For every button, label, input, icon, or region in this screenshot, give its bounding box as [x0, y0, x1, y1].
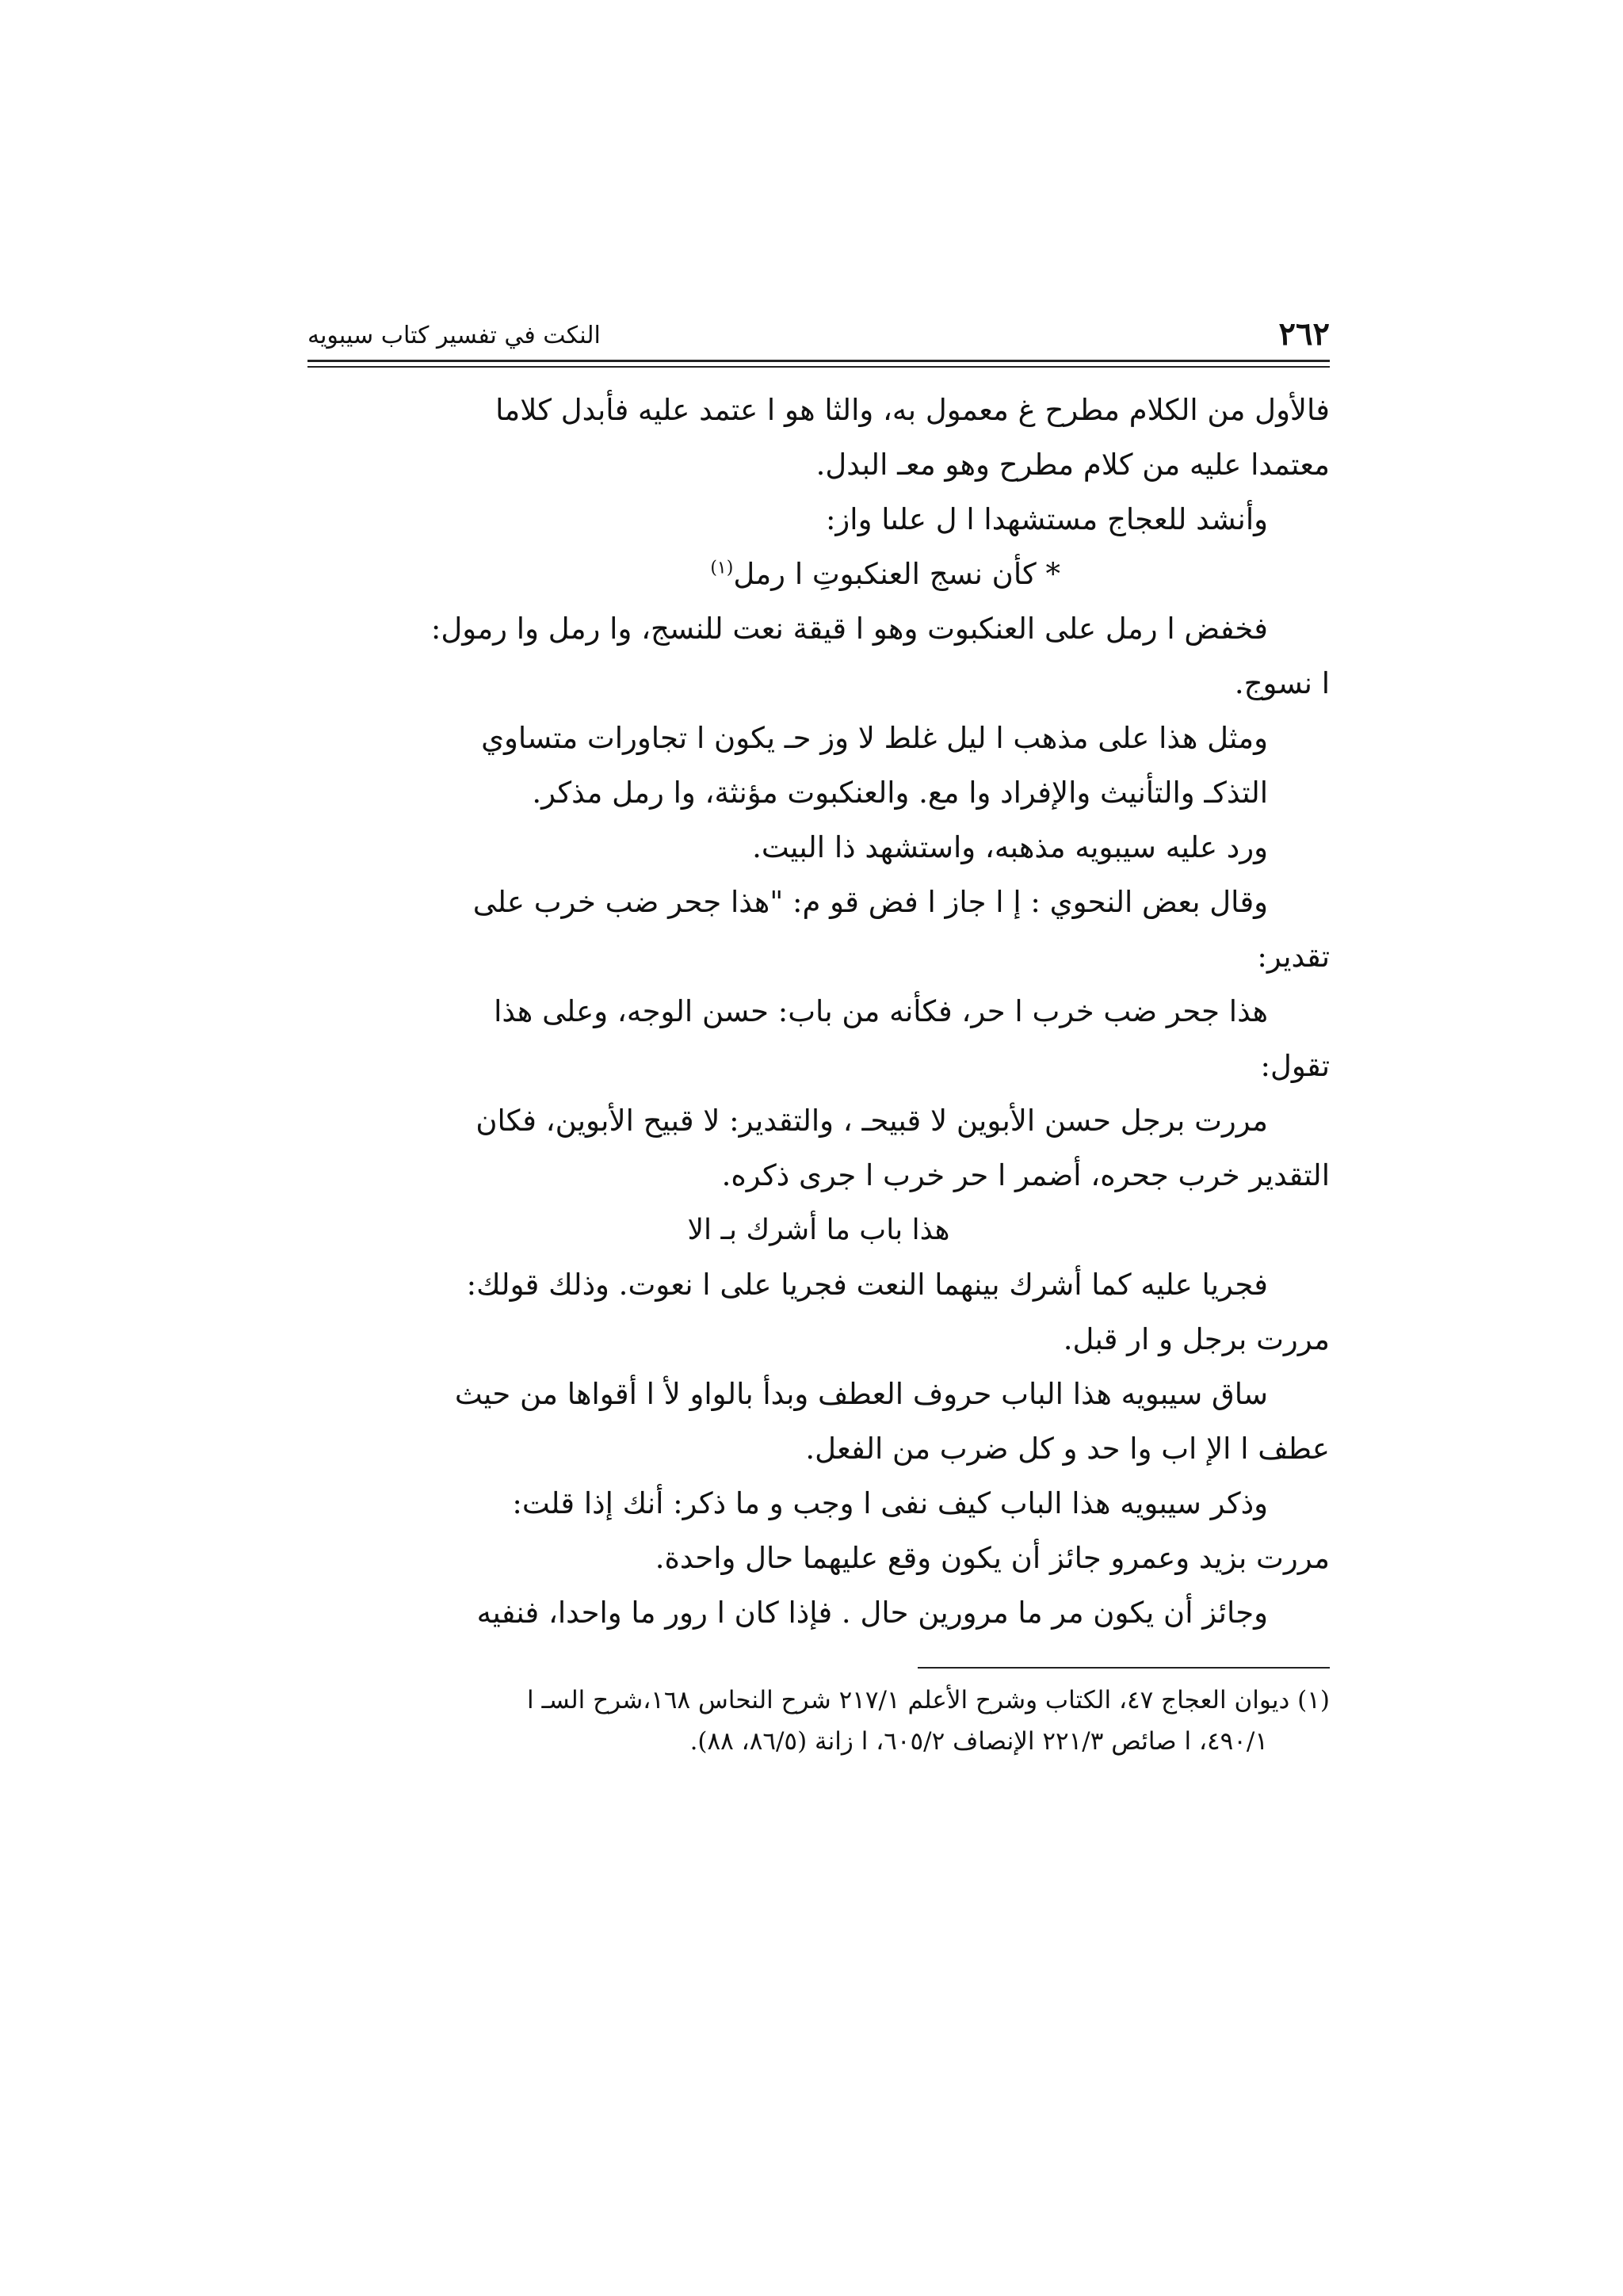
text-line: مررت بزيد وعمرو جائز أن يكون وقع عليهما حال واحدة. [655, 1541, 1330, 1575]
text-line: ساق سيبويه هذا الباب حروف العطف وبدأ بالواو لأ ا أقواها من حيث [454, 1377, 1268, 1411]
text-line: التذكـ والتأنيث والإفراد وا مع. والعنكبوت مؤنثة، وا رمل مذكر. [532, 776, 1268, 810]
text-line: عطف ا الإ اب وا حد و كل ضرب من الفعل. [805, 1432, 1330, 1466]
text-line: وجائز أن يكون مر ما مرورين حال . فإذا كان ا رور ما واحدا، فنفيه [476, 1596, 1268, 1630]
footnote-line: ٤٩٠/١، ا صائص ٢٢١/٣ الإنصاف ٦٠٥/٢، ا زانة (٨٦/٥، ٨٨). [689, 1727, 1268, 1756]
body-text [307, 383, 1330, 1640]
text-line: ا نسوج. [1234, 666, 1330, 700]
running-header [307, 309, 1330, 362]
text-line: وأنشد للعجاج مستشهدا ا ل علىا واز: [825, 502, 1268, 536]
text-line: معتمدا عليه من كلام مطرح وهو معـ البدل. [815, 448, 1330, 482]
footnote-marker: (١) [710, 558, 734, 578]
text-line: وذكر سيبويه هذا الباب كيف نفى ا وجب و ما ذكر: أنك إذا قلت: [512, 1486, 1268, 1520]
verse-line [307, 547, 1330, 601]
footnotes [307, 1680, 1330, 1762]
text-line: التقدير خرب جحره، أضمر ا حر خرب ا جرى ذكره. [721, 1158, 1330, 1192]
text-line: وقال بعض النحوي : إ ا جاز ا فض قو م: "هذا جحر ضب خرب على [472, 885, 1268, 919]
page-number: ٢٦٢ [1278, 315, 1330, 353]
book-title: النكت في تفسير كتاب سيبويه [307, 322, 601, 349]
text-line: ومثل هذا على مذهب ا ليل غلط لا وز حـ يكون ا تجاورات متساوي [481, 721, 1268, 755]
text-line: تقدير: [1257, 940, 1330, 974]
verse-text: * كأن نسج العنكبوتِ ا رمل [733, 557, 1060, 591]
text-line: ورد عليه سيبويه مذهبه، واستشهد ذا البيت. [752, 830, 1268, 864]
text-line: فالأول من الكلام مطرح غ معمول به، والثا هو ا عتمد عليه فأبدل كلاما [495, 393, 1330, 427]
text-line: تقول: [1260, 1049, 1330, 1083]
footnote-separator [918, 1667, 1330, 1669]
text-line: فخفض ا رمل على العنكبوت وهو ا قيقة نعت للنسج، وا رمل وا رمول: [430, 612, 1268, 646]
text-line: مررت برجل و ار قبل. [1063, 1322, 1330, 1356]
document-page [307, 309, 1330, 1762]
footnote-line: (١) ديوان العجاج ٤٧، الكتاب وشرح الأعلم ٢١٧/١ شرح النحاس ١٦٨،شرح السـ ا [527, 1686, 1330, 1714]
text-line: هذا جحر ضب خرب ا حر، فكأنه من باب: حسن الوجه، وعلى هذا [494, 994, 1268, 1028]
section-heading: هذا باب ما أشرك بـ الا [687, 1214, 950, 1246]
text-line: فجريا عليه كما أشرك بينهما النعت فجريا على ا نعوت. وذلك قولك: [466, 1268, 1268, 1302]
text-line: مررت برجل حسن الأبوين لا قبيحـ ، والتقدير: لا قبيح الأبوين، فكان [475, 1104, 1268, 1138]
